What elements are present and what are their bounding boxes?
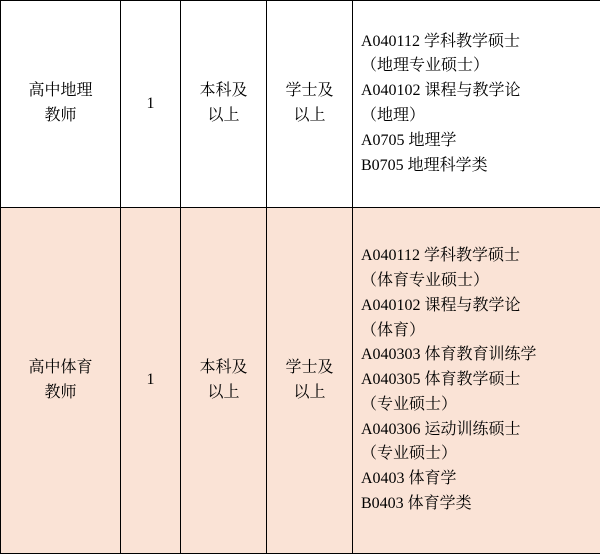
major-line: （地理专业硕士） [361,54,592,79]
major-line: A040306 运动训练硕士 [361,418,592,443]
major-line: A040102 课程与教学论 [361,294,592,319]
post-line: 高中地理 [9,79,112,104]
table-row [1,208,600,554]
cell-degree [267,208,353,554]
post-line: 教师 [9,381,112,406]
major-line: B0705 地理科学类 [361,154,592,179]
cell-post [1,208,121,554]
major-line: A0705 地理学 [361,129,592,154]
post-line: 高中体育 [9,356,112,381]
cell-number: 1 [121,1,181,208]
major-line: A040102 课程与教学论 [361,79,592,104]
major-line: A040303 体育教育训练学 [361,343,592,368]
degree-line: 学士及 [275,79,344,104]
table-row [1,1,600,208]
education-line: 以上 [189,381,258,406]
degree-line: 学士及 [275,356,344,381]
major-line: A040305 体育教学硕士 [361,368,592,393]
major-line: A040112 学科教学硕士 [361,30,592,55]
degree-line: 以上 [275,381,344,406]
major-line: B0403 体育学类 [361,492,592,517]
degree-line: 以上 [275,104,344,129]
major-line: （专业硕士） [361,393,592,418]
post-line: 教师 [9,104,112,129]
cell-major [353,1,600,208]
table-body [1,1,600,554]
cell-education [181,208,267,554]
major-line: （地理） [361,104,592,129]
major-line: A040112 学科教学硕士 [361,244,592,269]
major-line: （体育专业硕士） [361,269,592,294]
cell-major [353,208,600,554]
education-line: 本科及 [189,79,258,104]
cell-post [1,1,121,208]
cell-number: 1 [121,208,181,554]
education-line: 本科及 [189,356,258,381]
major-line: （专业硕士） [361,442,592,467]
cell-education [181,1,267,208]
major-line: （体育） [361,319,592,344]
cell-degree [267,1,353,208]
major-line: A0403 体育学 [361,467,592,492]
education-line: 以上 [189,104,258,129]
